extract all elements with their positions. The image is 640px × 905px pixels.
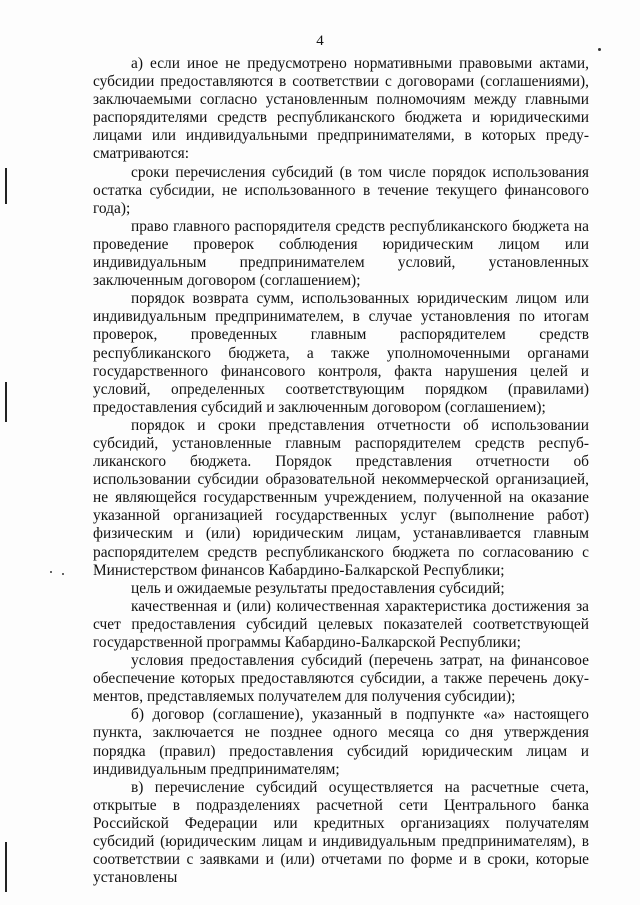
- paragraph: условия предоставления субсидий (перечень затрат, на финансовое обеспечение которых предоставляются субсидии, а также перечень документов, представляемых получателем для получения субсидии);: [93, 652, 589, 706]
- paragraph: качественная и (или) количественная характеристика достижения за счет предоставления субсидий целевых показателей соответствующей государственной программы Кабардино-Балкарской Республики;: [93, 597, 589, 651]
- paragraph: порядок и сроки представления отчетности об использовании субсидий, установленные главным распорядителем средств республиканского бюджета. Порядок представления отчетности об использовании субсидии образовательной некоммерческой организацией, не являющейся государственным учреждением, полученной на оказание указанной организацией государственных услуг (выполнение работ) физическим и (или) юридическим лицам, устанавливается главным распорядителем средств республиканского бюджета по согласованию с Министерством финансов Кабардино-Балкарской Республики;: [93, 416, 589, 579]
- paragraph: б) договор (соглашение), указанный в подпункте «а» настоящего пункта, заключается не позднее одного месяца со дня утверждения порядка (правил) предоставления субсидий юридическим лицам и индивидуальным предпринимателям;: [93, 706, 589, 778]
- scan-speck: [598, 48, 601, 51]
- paragraph: право главного распорядителя средств республиканского бюджета на проведение проверок соблюдения юридическим лицом или индивидуальным предпринимателем условий, установленных заключенным договором (соглашением);: [93, 217, 589, 290]
- scan-speck: [62, 573, 64, 575]
- paragraph: сроки перечисления субсидий (в том числе порядок использования остатка субсидии, не использованного в течение текущего финансового года);: [93, 163, 589, 217]
- paragraph: а) если иное не предусмотрено нормативными правовыми актами, субсидии предоставляются в соответствии с договорами (соглашениями), заключаемыми согласно установленным полномочиям между главными распорядителями средств республиканского бюджета и юридическими лицами или индивидуальными предпринимателями, в которых предусматриваются:: [93, 55, 589, 163]
- paragraph: порядок возврата сумм, использованных юридическим лицом или индивидуальным предпринимателем, в случае установления по итогам проверок, проведенных главным распорядителем средств республиканского бюджета, а также уполномоченными органами государственного финансового контроля, факта нарушения целей и условий, определенных соответствующим порядком (правилами) предоставления субсидий и заключенным договором (соглашением);: [93, 290, 589, 416]
- scan-margin-mark: [5, 842, 7, 892]
- scan-speck: [50, 571, 52, 573]
- scan-margin-mark: [5, 382, 7, 422]
- paragraph: цель и ожидаемые результаты предоставления субсидий;: [131, 579, 505, 597]
- document-body: [93, 55, 589, 887]
- paragraph: в) перечисление субсидий осуществляется на расчетные счета, открытые в подразделениях расчетной сети Центрального банка Российской Федерации или кредитных организациях получателям субсидий (юридическим лицам и индивидуальным предпринимателям), в соответствии с заявками и (или) отчетами по форме и в сроки, которые установлены: [93, 778, 589, 887]
- scan-margin-mark: [5, 168, 7, 204]
- page-number: 4: [316, 33, 324, 49]
